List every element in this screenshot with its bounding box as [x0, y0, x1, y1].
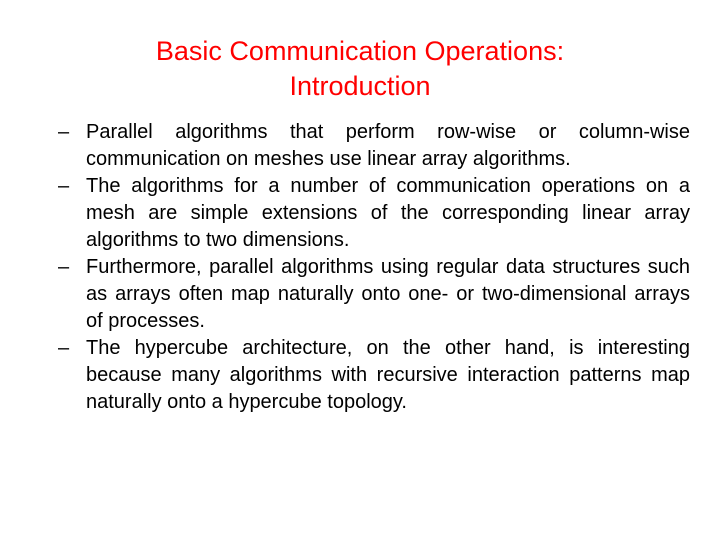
- title-line-1: Basic Communication Operations:: [155, 36, 565, 66]
- slide-title: [0, 34, 720, 104]
- bullet-list: [58, 119, 690, 416]
- bullet-text: The algorithms for a number of communication operations on a mesh are simple extensions of the corresponding linear array algorithms to two dimensions.: [86, 175, 690, 251]
- bullet-item: [58, 119, 690, 173]
- bullet-text: Parallel algorithms that perform row-wise or column-wise communication on meshes use linear array algorithms.: [86, 121, 690, 170]
- bullet-dash: –: [58, 337, 70, 359]
- bullet-text: The hypercube architecture, on the other hand, is interesting because many algorithms with recursive interaction patterns map naturally onto a hypercube topology.: [86, 337, 690, 413]
- bullet-dash: –: [58, 175, 70, 197]
- bullet-dash: –: [58, 256, 70, 278]
- bullet-dash: –: [58, 121, 70, 143]
- title-line-2: Introduction: [289, 71, 431, 101]
- bullet-text: Furthermore, parallel algorithms using regular data structures such as arrays often map naturally onto one- or two-dimensional arrays of processes.: [86, 256, 690, 332]
- bullet-item: [58, 254, 690, 335]
- bullet-item: [58, 335, 690, 416]
- bullet-item: [58, 173, 690, 254]
